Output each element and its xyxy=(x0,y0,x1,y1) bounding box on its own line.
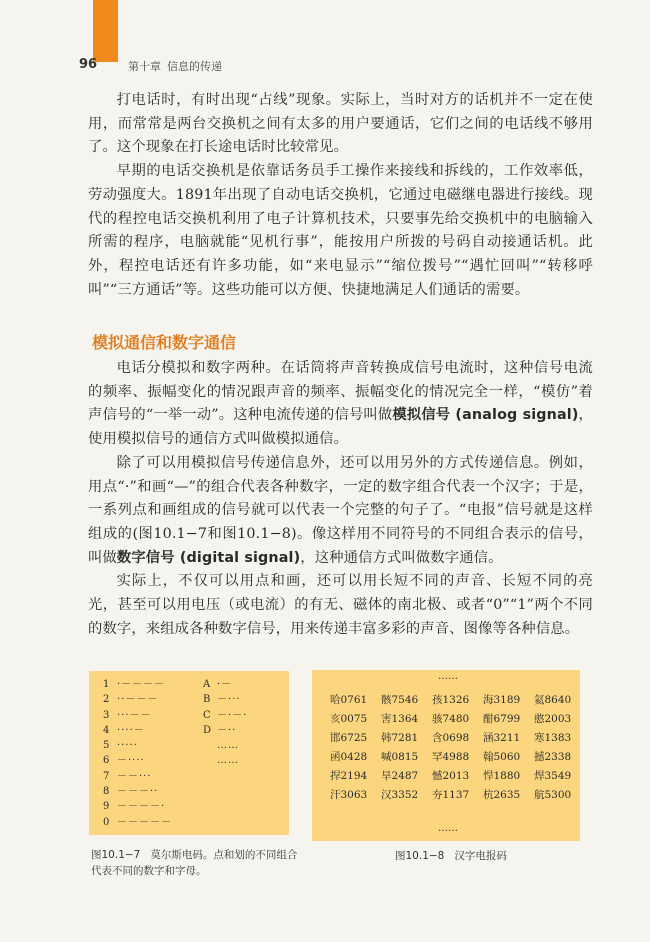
telegraph-code-cell: 孩1326 xyxy=(432,694,470,706)
paragraph: 打电话时，有时出现“占线”现象。实际上，当时对方的话机并不一定在使用，而常常是两台交换机之间有太多的用户要通话，它们之间的电话线不够用了。这个现象在打长途电话时比较常见。 xyxy=(88,92,593,156)
morse-row xyxy=(103,815,172,830)
morse-key: 8 xyxy=(103,786,110,798)
telegraph-code-cell: 哈0761 xyxy=(330,694,368,706)
telegraph-code-cell: 罕4988 xyxy=(432,751,470,764)
morse-key: 0 xyxy=(103,816,110,828)
telegraph-code-cell: 害1364 xyxy=(381,713,419,726)
morse-letter-list xyxy=(203,677,247,769)
telegraph-code-cell: 焊3549 xyxy=(534,770,572,783)
morse-code: －··· xyxy=(217,694,241,706)
morse-row xyxy=(203,708,247,723)
page-number: 96 xyxy=(79,57,98,72)
chapter-number: 第十章 xyxy=(128,60,161,73)
morse-row xyxy=(203,723,247,738)
morse-row xyxy=(103,769,172,784)
morse-row xyxy=(103,708,172,723)
text-run: ，这种通信方式叫做数字通信。 xyxy=(300,549,503,566)
telegraph-code-cell: 憨2003 xyxy=(534,713,572,726)
telegraph-code-cell: 杭2635 xyxy=(483,789,521,802)
text-block-1 xyxy=(88,89,593,302)
text-run: 电话分模拟和数字两种。在话筒将声音转换成信号电流时，这种信号电流的频率、振幅变化的情况跟声音的频率、振幅变化的情况完全一样，“模仿”着声信号的“一举一动”。这种电流传递的信号叫做 xyxy=(88,360,593,424)
paragraph-digital xyxy=(88,452,593,571)
morse-key: C xyxy=(203,709,211,721)
morse-digit-list xyxy=(103,677,172,830)
paragraph: 实际上，不仅可以用点和画，还可以用长短不同的声音、长短不同的亮光，甚至可以用电压（或电流）的有无、磁体的南北极、或者“0”“1”两个不同的数字，来组成各种数字信号，用来传递丰富多彩的声音、图像等各种信息。 xyxy=(88,573,593,637)
morse-code: －－··· xyxy=(117,770,152,782)
morse-row xyxy=(103,723,172,738)
morse-key: 9 xyxy=(103,801,110,813)
ellipsis: …… xyxy=(438,823,458,834)
morse-code: ···－－ xyxy=(117,709,152,721)
chapter-title: 信息的传递 xyxy=(167,60,222,73)
morse-key: 3 xyxy=(103,709,110,721)
telegraph-code-grid xyxy=(330,692,585,807)
telegraph-code-cell: 亥0075 xyxy=(330,713,368,726)
figure-caption-left xyxy=(91,847,301,879)
figure-caption-right xyxy=(395,848,507,864)
morse-code: －－－·· xyxy=(117,786,159,798)
telegraph-code-cell: 邯6725 xyxy=(330,732,368,745)
morse-row xyxy=(203,738,247,753)
morse-code-figure xyxy=(89,671,289,835)
morse-key: D xyxy=(203,724,212,736)
morse-key: 6 xyxy=(103,755,110,767)
morse-row xyxy=(103,799,172,814)
morse-code: －－－－－ xyxy=(117,816,172,828)
morse-key: 2 xyxy=(103,694,110,706)
ellipsis: …… xyxy=(438,671,458,682)
morse-key: 1 xyxy=(103,679,110,690)
text-block-2 xyxy=(88,357,593,641)
telegraph-code-cell: 酣6799 xyxy=(483,713,521,726)
caption-label: 图10.1−7 xyxy=(91,849,141,861)
chapter-accent-bar xyxy=(93,0,118,62)
morse-key: A xyxy=(203,679,211,690)
section-title: 模拟通信和数字通信 xyxy=(92,333,237,352)
telegraph-code-cell: 涵3211 xyxy=(483,732,521,745)
morse-code: …… xyxy=(217,755,239,767)
paragraph: 早期的电话交换机是依靠话务员手工操作来接线和拆线的，工作效率低，劳动强度大。1891年出现了自动电话交换机，它通过电磁继电器进行接线。现代的程控电话交换机利用了电子计算机技术，只要事先给交换机中的电脑输入所需的程序，电脑就能“见机行事”，能按用户所拨的号码自动接通话机。此外，程控电话还有许多功能，如“来电显示”“缩位拨号”“遇忙回叫”“转移呼叫”“三方通话”等。这些功能可以方便、快捷地满足人们通话的需要。 xyxy=(88,163,593,298)
morse-code: ··－－－ xyxy=(117,694,159,706)
text-run: 除了可以用模拟信号传递信息外，还可以用另外的方式传递信息。例如，用点“·”和画“—”的组合代表各种数字，一定的数字组合代表一个汉字；于是，一系列点和画组成的信号就可以代表一个完整的句子了。“电报”信号就是这样组成的(图10.1−7和图10.1−8)。像这样用不同符号的不同组合表示的信号，叫做 xyxy=(88,454,593,566)
telegraph-code-cell: 悍1880 xyxy=(483,770,521,783)
caption-text: 汉字电报码 xyxy=(454,850,507,862)
morse-code: ·－ xyxy=(217,679,233,690)
morse-row xyxy=(103,753,172,768)
morse-code: －·－· xyxy=(217,709,248,721)
telegraph-code-cell: 海3189 xyxy=(483,694,521,706)
morse-row xyxy=(203,692,247,707)
morse-code: －－－－· xyxy=(117,801,166,813)
telegraph-code-cell: 韩7281 xyxy=(381,732,419,745)
caption-text: 莫尔斯电码。点和划的不同组合代表不同的数字和字母。 xyxy=(91,849,298,877)
telegraph-code-cell: 航5300 xyxy=(534,789,572,802)
chapter-heading xyxy=(128,58,222,74)
paragraph-analog xyxy=(88,357,593,452)
morse-row xyxy=(103,738,172,753)
telegraph-code-cell: 夯1137 xyxy=(432,789,470,802)
text-run: ，使用模拟信号的通信方式叫做模拟通信。 xyxy=(88,407,594,448)
term-analog-signal: 模拟信号 (analog signal) xyxy=(392,407,579,424)
telegraph-code-figure xyxy=(312,670,580,841)
telegraph-code-cell: 函0428 xyxy=(330,751,368,764)
morse-code: －···· xyxy=(117,755,145,767)
morse-code: …… xyxy=(217,740,239,752)
morse-key: B xyxy=(203,694,211,706)
telegraph-code-cell: 喊0815 xyxy=(381,751,419,764)
morse-code: ····· xyxy=(117,740,138,752)
morse-key: 7 xyxy=(103,770,110,782)
morse-key: 4 xyxy=(103,724,110,736)
telegraph-code-cell: 含0698 xyxy=(432,732,470,745)
telegraph-code-cell: 骸7546 xyxy=(381,694,419,706)
telegraph-code-cell: 寒1383 xyxy=(534,732,572,745)
morse-code: －·· xyxy=(217,724,237,736)
caption-label: 图10.1−8 xyxy=(395,850,445,862)
morse-row xyxy=(103,692,172,707)
telegraph-code-cell: 骇7480 xyxy=(432,713,470,726)
telegraph-code-cell: 旱2487 xyxy=(381,770,419,783)
morse-code: ·－－－－ xyxy=(117,679,166,690)
telegraph-code-cell: 汉3352 xyxy=(381,789,419,802)
telegraph-code-cell: 翰5060 xyxy=(483,751,521,764)
morse-key: 5 xyxy=(103,740,110,752)
morse-row xyxy=(203,677,247,692)
morse-row xyxy=(103,784,172,799)
telegraph-code-cell: 撼2338 xyxy=(534,751,572,764)
morse-row xyxy=(203,753,247,768)
term-digital-signal: 数字信号 (digital signal) xyxy=(116,549,301,566)
telegraph-code-cell: 捍2194 xyxy=(330,770,368,783)
morse-row xyxy=(103,677,172,692)
telegraph-code-cell: 氦8640 xyxy=(534,694,572,706)
telegraph-code-cell: 汗3063 xyxy=(330,789,368,802)
morse-code: ····－ xyxy=(117,724,145,736)
telegraph-code-cell: 憾2013 xyxy=(432,770,470,783)
